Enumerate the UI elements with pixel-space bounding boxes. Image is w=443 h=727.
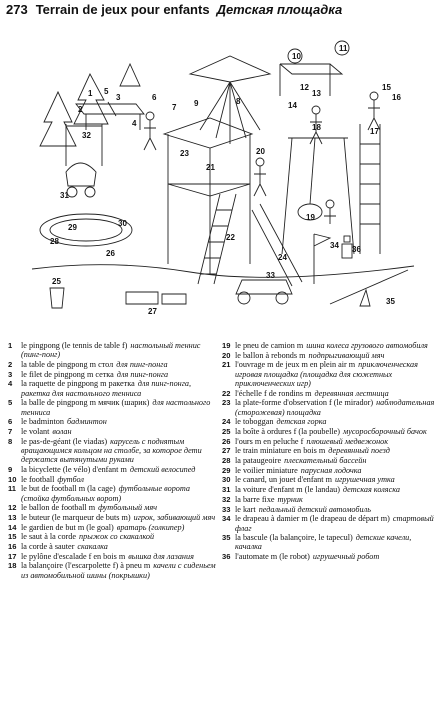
entry-number: 34 xyxy=(222,514,231,524)
entry-number: 27 xyxy=(222,446,231,456)
legend-entry xyxy=(222,552,438,561)
entry-russian: настольный теннис (пинг-понг) xyxy=(21,341,201,360)
legend-entry xyxy=(8,561,220,580)
entry-text xyxy=(21,532,220,541)
legend-entry xyxy=(222,389,438,398)
legend-entry xyxy=(8,503,220,512)
entry-text xyxy=(21,475,220,484)
entry-text xyxy=(235,427,438,436)
entry-french: le buteur (le marqueur de buts m) xyxy=(21,513,131,523)
svg-text:30: 30 xyxy=(118,219,127,228)
entry-russian: для пинг-понга xyxy=(116,369,169,379)
entry-number: 12 xyxy=(8,503,17,513)
legend-entry xyxy=(222,514,438,533)
page-header xyxy=(6,2,342,20)
entry-text xyxy=(235,437,438,446)
entry-number: 14 xyxy=(8,522,17,532)
entry-french: la boîte à ordures f (la poubelle) xyxy=(235,427,341,437)
entry-french: le volant xyxy=(21,427,50,437)
tree-icon xyxy=(40,92,76,146)
entry-russian: футбольный мяч xyxy=(98,503,158,513)
svg-text:28: 28 xyxy=(50,237,59,246)
entry-french: la barre fixe xyxy=(235,494,275,504)
entry-number: 22 xyxy=(222,388,231,398)
entry-french: le saut à la corde xyxy=(21,532,77,542)
entry-russian: игрок, забивающий мяч xyxy=(133,513,216,523)
entry-russian: педальный детский автомобиль xyxy=(258,504,371,514)
entry-french: le pylône d'escalade f en bois m xyxy=(21,551,126,561)
robot-icon xyxy=(342,244,352,258)
entry-text xyxy=(235,446,438,455)
person-icon xyxy=(254,166,266,196)
svg-text:3: 3 xyxy=(116,93,121,102)
entry-russian: плескательный бассейн xyxy=(284,456,367,466)
svg-text:10: 10 xyxy=(292,52,301,61)
svg-text:12: 12 xyxy=(300,83,309,92)
climbing-tower xyxy=(360,124,380,254)
entry-russian: наблюдательная (сторожевая) площадка xyxy=(235,398,435,417)
svg-text:2: 2 xyxy=(78,105,83,114)
entry-number: 6 xyxy=(8,417,13,427)
svg-text:6: 6 xyxy=(152,93,157,102)
entry-text xyxy=(21,542,220,551)
entry-french: le ballon de football m xyxy=(21,503,96,513)
entry-text xyxy=(235,533,438,552)
svg-text:25: 25 xyxy=(52,277,61,286)
svg-text:21: 21 xyxy=(206,163,215,172)
legend-entry xyxy=(8,437,220,465)
entry-number: 10 xyxy=(8,474,17,484)
entry-text xyxy=(235,389,438,398)
svg-text:15: 15 xyxy=(382,83,391,92)
legend-entry xyxy=(222,341,438,350)
entry-russian: для пинг-понга xyxy=(116,359,168,369)
legend-entry xyxy=(222,351,438,360)
svg-text:36: 36 xyxy=(352,245,361,254)
svg-text:23: 23 xyxy=(180,149,189,158)
legend-entry xyxy=(8,523,220,532)
entry-text xyxy=(21,437,220,465)
entry-number: 19 xyxy=(222,341,231,350)
entry-number: 20 xyxy=(222,350,231,360)
svg-text:35: 35 xyxy=(386,297,395,306)
entry-french: le voilier miniature xyxy=(235,465,298,475)
entry-number: 32 xyxy=(222,494,231,504)
svg-text:24: 24 xyxy=(278,253,287,262)
person-icon xyxy=(324,208,336,224)
entry-text xyxy=(21,427,220,436)
legend-entry xyxy=(8,532,220,541)
entry-russian: карусель с поднятым вращающимся кольцом на столбе, за которое дети держатся вытянутыми руками xyxy=(21,436,202,465)
entry-text xyxy=(235,505,438,514)
entry-text xyxy=(21,503,220,512)
person-icon xyxy=(144,120,156,150)
legend-entry xyxy=(8,542,220,551)
entry-russian: мусоросборочный бачок xyxy=(343,427,427,437)
entry-russian: парусная лодочка xyxy=(300,465,362,475)
entry-russian: детская коляска xyxy=(342,485,400,495)
legend-entry xyxy=(8,370,220,379)
trash-bin-icon xyxy=(50,288,64,308)
entry-number: 23 xyxy=(222,398,231,408)
giant-stride-roof xyxy=(190,56,270,82)
ground-line xyxy=(32,265,414,278)
svg-text:4: 4 xyxy=(132,119,137,128)
svg-text:8: 8 xyxy=(236,97,241,106)
entry-number: 3 xyxy=(8,369,13,379)
entry-text xyxy=(235,475,438,484)
entry-text xyxy=(21,341,220,360)
svg-text:13: 13 xyxy=(312,89,321,98)
legend-entry xyxy=(222,475,438,484)
entry-french: la raquette de pingpong m ракетка xyxy=(21,379,135,389)
legend-column-right xyxy=(222,341,438,562)
entry-text xyxy=(21,513,220,522)
svg-text:16: 16 xyxy=(392,93,401,102)
page-title-french: Terrain de jeux pour enfants xyxy=(35,2,210,17)
svg-text:7: 7 xyxy=(172,103,177,112)
svg-text:18: 18 xyxy=(312,123,321,132)
svg-text:1: 1 xyxy=(88,89,93,98)
entry-french: le filet de pingpong m сетка xyxy=(21,369,114,379)
legend-entry xyxy=(222,437,438,446)
entry-french: l'ours m en peluche f xyxy=(235,436,304,446)
svg-text:20: 20 xyxy=(256,147,265,156)
entry-french: la balle de pingpong m мячик (шарик) xyxy=(21,398,150,408)
entry-french: le gardien de but m (le goal) xyxy=(21,522,114,532)
toy-train xyxy=(126,292,186,304)
entry-text xyxy=(21,370,220,379)
page-title-russian: Детская площадка xyxy=(216,2,343,17)
entry-text xyxy=(235,351,438,360)
legend-entry xyxy=(222,495,438,504)
entry-number: 28 xyxy=(222,456,231,466)
entry-french: le drapeau à damier m (le drapeau de départ m) xyxy=(235,514,390,524)
entry-russian: приключенческая игровая площадка (площадка для сюжетных приключенческих игр) xyxy=(235,360,418,388)
entry-number: 1 xyxy=(8,341,13,350)
entry-number: 8 xyxy=(8,436,13,446)
legend-entry xyxy=(8,465,220,474)
entry-french: la table de pingpong m стол xyxy=(21,359,114,369)
entry-text xyxy=(235,398,438,417)
entry-russian: шина колеса грузового автомобиля xyxy=(306,341,428,350)
legend-entry xyxy=(8,513,220,522)
entry-russian: детские качели, качалка xyxy=(235,533,412,552)
entry-russian: бадминтон xyxy=(66,417,107,427)
svg-text:17: 17 xyxy=(370,127,379,136)
legend-entry xyxy=(8,398,220,417)
slide xyxy=(252,204,302,286)
entry-number: 36 xyxy=(222,552,231,562)
entry-text xyxy=(21,523,220,532)
svg-text:29: 29 xyxy=(68,223,77,232)
entry-text xyxy=(235,485,438,494)
entry-text xyxy=(21,398,220,417)
legend-entry xyxy=(222,446,438,455)
legend-entry xyxy=(222,505,438,514)
entry-number: 31 xyxy=(222,485,231,495)
entry-russian: игрушечный робот xyxy=(312,552,380,562)
entry-russian: футбол xyxy=(57,474,84,484)
svg-text:34: 34 xyxy=(330,241,339,250)
seesaw xyxy=(330,270,408,306)
entry-number: 16 xyxy=(8,542,17,552)
entry-text xyxy=(21,484,220,503)
svg-text:14: 14 xyxy=(288,101,297,110)
entry-number: 29 xyxy=(222,465,231,475)
entry-russian: деревянная лестница xyxy=(314,388,389,398)
entry-number: 17 xyxy=(8,551,17,561)
entry-number: 35 xyxy=(222,533,231,543)
entry-text xyxy=(235,417,438,426)
svg-text:9: 9 xyxy=(194,99,199,108)
entry-number: 18 xyxy=(8,561,17,571)
entry-russian: детский велосипед xyxy=(129,464,196,474)
legend-entry xyxy=(222,398,438,417)
entry-french: la voiture d'enfant m (le landau) xyxy=(235,485,340,495)
entry-russian: игрушечная утка xyxy=(334,475,395,485)
entry-russian: вратарь (голкипер) xyxy=(116,522,185,532)
legend-column-left xyxy=(8,341,220,580)
legend-entry xyxy=(222,417,438,426)
entry-text xyxy=(235,466,438,475)
entry-text xyxy=(235,514,438,533)
entry-russian: подпрыгивающий мяч xyxy=(308,350,385,360)
entry-russian: футбольные ворота (стойка футбольных ворот) xyxy=(21,484,190,503)
entry-number: 7 xyxy=(8,427,13,437)
entry-french: le badminton xyxy=(21,417,64,427)
page-number: 273 xyxy=(6,2,28,17)
entry-french: le pneu de camion m xyxy=(235,341,304,350)
entry-russian: качели с сиденьем из автомобильной шины (покрышки) xyxy=(21,561,216,580)
entry-number: 13 xyxy=(8,513,17,523)
entry-french: la bicyclette (le vélo) d'enfant m xyxy=(21,464,127,474)
svg-text:32: 32 xyxy=(82,131,91,140)
svg-text:31: 31 xyxy=(60,191,69,200)
entry-french: l'échelle f de rondins m xyxy=(235,388,312,398)
entry-text xyxy=(235,495,438,504)
entry-text xyxy=(21,552,220,561)
legend-entry xyxy=(8,484,220,503)
entry-number: 2 xyxy=(8,359,13,369)
entry-french: la corde à sauter xyxy=(21,542,75,552)
entry-russian: для пинг-понга, ракетка для настольного тенниса xyxy=(21,379,192,398)
entry-text xyxy=(235,360,438,388)
entry-french: le train miniature en bois m xyxy=(235,446,326,456)
svg-text:33: 33 xyxy=(266,271,275,280)
legend-entry xyxy=(8,341,220,360)
entry-russian: детская горка xyxy=(276,417,327,427)
checkered-flag-icon xyxy=(314,234,330,284)
entry-french: la bascule (la balançoire, le tapecul) xyxy=(235,533,353,543)
entry-russian: скакалка xyxy=(77,542,108,552)
entry-russian: прыжок со скакалкой xyxy=(79,532,155,542)
entry-russian: для настольного тенниса xyxy=(21,398,211,417)
entry-french: le football xyxy=(21,474,55,484)
entry-number: 24 xyxy=(222,417,231,427)
entry-number: 11 xyxy=(8,484,17,494)
entry-russian: вышка для лазания xyxy=(128,551,194,561)
entry-french: le ballon à rebonds m xyxy=(235,350,306,360)
entry-french: la plate-forme d'observation f (le mirador) xyxy=(235,398,374,408)
entry-french: le kart xyxy=(235,504,256,514)
entry-number: 33 xyxy=(222,504,231,514)
legend-entry xyxy=(8,379,220,398)
tyre-swing-frame xyxy=(282,138,354,254)
entry-french: le pas-de-géant (le viadas) xyxy=(21,436,108,446)
entry-number: 15 xyxy=(8,532,17,542)
entry-russian: турник xyxy=(277,494,303,504)
legend-entry xyxy=(222,427,438,436)
entry-text xyxy=(21,417,220,426)
entry-text xyxy=(235,552,438,561)
adventure-roof xyxy=(164,118,252,148)
entry-french: le canard, un jouet d'enfant m xyxy=(235,475,332,485)
entry-number: 21 xyxy=(222,360,231,370)
svg-text:19: 19 xyxy=(306,213,315,222)
legend-entry xyxy=(8,427,220,436)
entry-text xyxy=(21,561,220,580)
illustration-labels xyxy=(50,44,401,316)
legend-entry xyxy=(8,417,220,426)
entry-number: 26 xyxy=(222,436,231,446)
entry-number: 5 xyxy=(8,398,13,408)
legend-entry xyxy=(222,466,438,475)
svg-text:11: 11 xyxy=(339,44,348,53)
tree-icon xyxy=(74,74,108,124)
entry-russian: плюшевый медвежонок xyxy=(306,436,389,446)
legend-entry xyxy=(8,360,220,369)
entry-text xyxy=(21,379,220,398)
legend-entry xyxy=(8,475,220,484)
legend-entry xyxy=(222,485,438,494)
entry-french: le pingpong (le tennis de table f) xyxy=(21,341,128,350)
legend-entry xyxy=(222,360,438,388)
entry-number: 4 xyxy=(8,379,13,389)
entry-french: le but de football m (la cage) xyxy=(21,484,116,494)
legend-entry xyxy=(222,533,438,552)
svg-text:27: 27 xyxy=(148,307,157,316)
entry-text xyxy=(235,341,438,350)
legend-entry xyxy=(8,552,220,561)
tree-icon xyxy=(120,64,140,86)
legend-entry xyxy=(222,456,438,465)
entry-text xyxy=(235,456,438,465)
football-goal xyxy=(280,64,342,96)
playground-illustration xyxy=(30,34,416,317)
svg-text:5: 5 xyxy=(104,87,109,96)
pram-icon xyxy=(66,163,96,186)
entry-number: 9 xyxy=(8,464,13,474)
entry-french: l'automate m (le robot) xyxy=(235,552,310,562)
entry-number: 25 xyxy=(222,427,231,437)
entry-number: 30 xyxy=(222,475,231,485)
entry-text xyxy=(21,360,220,369)
svg-text:26: 26 xyxy=(106,249,115,258)
entry-french: la pataugeoire xyxy=(235,456,282,466)
entry-french: le toboggan xyxy=(235,417,274,427)
entry-russian: волан xyxy=(52,427,72,437)
person-icon xyxy=(368,100,380,130)
entry-text xyxy=(21,465,220,474)
svg-text:22: 22 xyxy=(226,233,235,242)
entry-french: la balançoire (l'escarpolette f) à pneu m xyxy=(21,561,151,571)
entry-russian: стартовый флаг xyxy=(235,514,434,533)
entry-russian: деревянный поезд xyxy=(328,446,390,456)
entry-french: l'ouvrage m de jeux m en plein air m xyxy=(235,360,356,370)
